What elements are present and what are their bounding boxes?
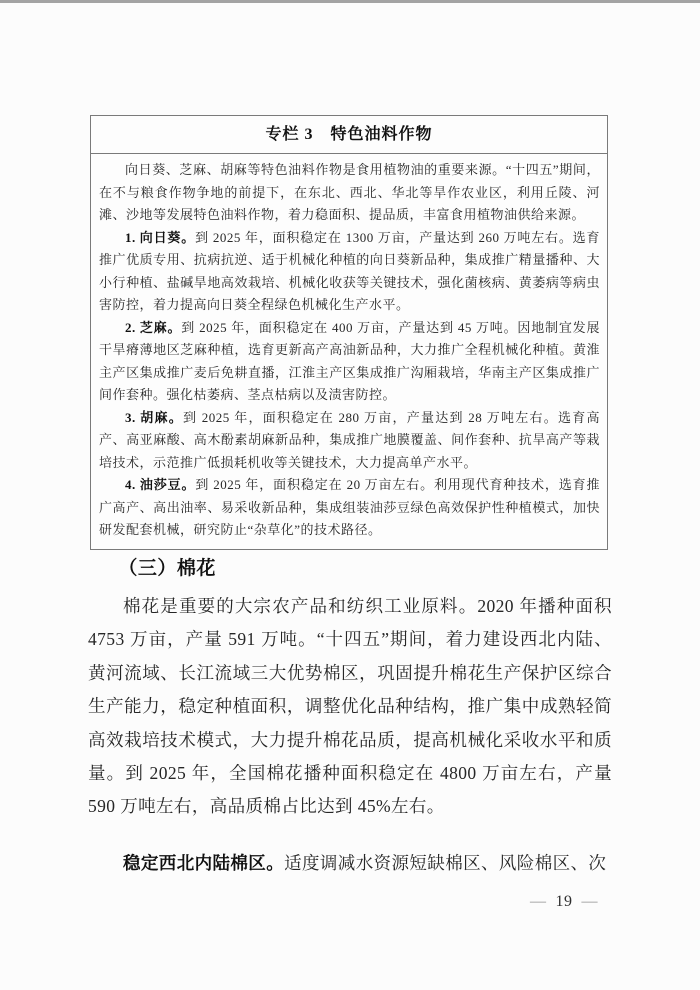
page-number-value: 19 <box>555 893 573 910</box>
callout-item-sunflower-lead: 1. 向日葵。 <box>125 229 196 245</box>
section-paragraph-northwest-lead: 稳定西北内陆棉区。 <box>123 853 285 873</box>
page-number <box>530 893 598 911</box>
callout-box-special-oil-crops <box>90 115 608 550</box>
page-number-left-dash: — <box>530 893 547 910</box>
callout-intro-paragraph: 向日葵、芝麻、胡麻等特色油料作物是食用植物油的重要来源。“十四五”期间，在不与粮食作物争地的前提下，在东北、西北、华北等旱作农业区，利用丘陵、河滩、沙地等发展特色油料作物，着力稳面积、提品质，丰富食用植物油供给来源。 <box>99 162 600 222</box>
page-top-edge <box>0 0 700 3</box>
callout-item-tigernut <box>99 474 600 542</box>
section-paragraph-cotton-overview: 棉花是重要的大宗农产品和纺织工业原料。2020 年播种面积 4753 万亩，产量 591 万吨。“十四五”期间，着力建设西北内陆、黄河流域、长江流域三大优势棉区，巩固提升棉花生产保护区综合生产能力，稳定种植面积，调整优化品种结构，推广集中成熟轻简高效栽培技术模式，大力提升棉花品质，提高机械化采收水平和质量。到 2025 年，全国棉花播种面积稳定在 4800 万亩左右，产量 590 万吨左右，高品质棉占比达到 45%左右。 <box>88 596 612 817</box>
section-heading-cotton: （三）棉花 <box>118 558 216 579</box>
callout-item-sesame-lead: 2. 芝麻。 <box>125 319 182 335</box>
callout-item-tigernut-text: 到 2025 年，面积稳定在 20 万亩左右。利用现代育种技术，选育推广高产、高出油率、易采收新品种，集成组装油莎豆绿色高效保护性种植模式，加快研发配套机械，研究防止“杂草化”的技术路径。 <box>99 477 600 537</box>
callout-item-tigernut-lead: 4. 油莎豆。 <box>125 477 196 492</box>
callout-item-flax-lead: 3. 胡麻。 <box>125 409 183 425</box>
callout-title: 专栏 3 特色油料作物 <box>91 116 607 154</box>
callout-item-sunflower-text: 到 2025 年，面积稳定在 1300 万亩，产量达到 260 万吨左右。选育推广优质专用、抗病抗逆、适于机械化种植的向日葵新品种，集成推广精量播种、大小行种植、盐碱旱地高效栽培、机械化收获等关键技术，强化菌核病、黄萎病等病虫害防控，着力提高向日葵全程绿色机械化生产水平。 <box>99 229 600 312</box>
page-number-right-dash: — <box>581 893 598 910</box>
callout-body <box>91 154 607 549</box>
section-paragraph-northwest-text: 适度调减水资源短缺棉区、风险棉区、次 <box>284 853 607 873</box>
callout-item-sunflower <box>99 227 600 317</box>
callout-item-sesame-text: 到 2025 年，面积稳定在 400 万亩，产量达到 45 万吨。因地制宜发展干旱瘠薄地区芝麻种植，选育更新高产高油新品种，大力推广全程机械化种植。黄淮主产区集成推广麦后免耕直播，江淮主产区集成推广沟厢栽培，华南主产区集成推广间作套种。强化枯萎病、茎点枯病以及渍害防控。 <box>99 319 600 402</box>
callout-item-flax <box>99 407 600 475</box>
callout-item-sesame <box>99 317 600 407</box>
callout-item-flax-text: 到 2025 年，面积稳定在 280 万亩，产量达到 28 万吨左右。选育高产、高亚麻酸、高木酚素胡麻新品种，集成推广地膜覆盖、间作套种、抗旱高产等栽培技术，示范推广低损耗机收等关键技术，大力提高单产水平。 <box>99 409 600 470</box>
section-paragraph-northwest-region <box>88 847 612 880</box>
